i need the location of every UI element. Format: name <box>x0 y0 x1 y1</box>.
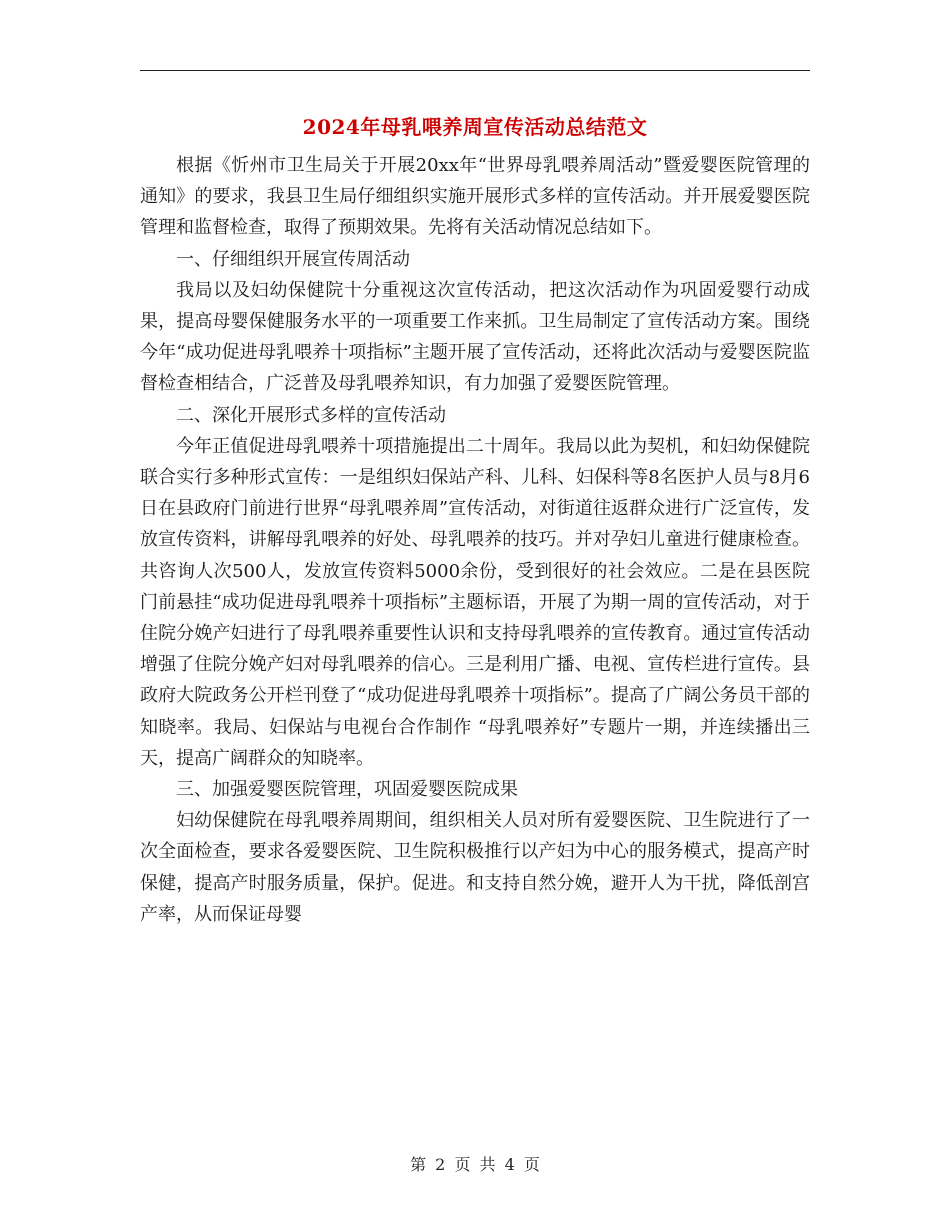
section-heading-1: 一、仔细组织开展宣传周活动 <box>176 248 410 270</box>
section-paragraph-2: 今年正值促进母乳喂养十项措施提出二十周年。我局以此为契机，和妇幼保健院联合实行多种形式宣传：一是组织妇保站产科、儿科、妇保科等8名医护人员与8月6日在县政府门前进行世界“母乳喂养周”宣传活动，对街道往返群众进行广泛宣传，发放宣传资料，讲解母乳喂养的好处、母乳喂养的技巧。并对孕妇儿童进行健康检查。共咨询人次500人，发放宣传资料5000余份，受到很好的社会效应。二是在县医院门前悬挂“成功促进母乳喂养十项指标”主题标语，开展了为期一周的宣传活动，对于住院分娩产妇进行了母乳喂养重要性认识和支持母乳喂养的宣传教育。通过宣传活动增强了住院分娩产妇对母乳喂养的信心。三是利用广播、电视、宣传栏进行宣传。县政府大院政务公开栏刊登了“成功促进母乳喂养十项指标”。提高了广阔公务员干部的知晓率。我局、妇保站与电视台合作制作 “母乳喂养好”专题片一期，并连续播出三天，提高广阔群众的知晓率。 <box>140 435 810 769</box>
document-title: 2024年母乳喂养周宣传活动总结范文 <box>302 115 648 139</box>
header-rule <box>140 70 810 71</box>
section-paragraph-1: 我局以及妇幼保健院十分重视这次宣传活动，把这次活动作为巩固爱婴行动成果，提高母婴保健服务水平的一项重要工作来抓。卫生局制定了宣传活动方案。围绕今年“成功促进母乳喂养十项指标”主题开展了宣传活动，还将此次活动与爱婴医院监督检查相结合，广泛普及母乳喂养知识，有力加强了爱婴医院管理。 <box>140 279 810 395</box>
document-body <box>140 150 810 930</box>
section-heading-3: 三、加强爱婴医院管理，巩固爱婴医院成果 <box>176 779 518 801</box>
section-paragraph-3: 妇幼保健院在母乳喂养周期间，组织相关人员对所有爱婴医院、卫生院进行了一次全面检查，要求各爱婴医院、卫生院积极推行以产妇为中心的服务模式，提高产时保健，提高产时服务质量，保护。促进。和支持自然分娩，避开人为干扰，降低剖宫产率，从而保证母婴 <box>140 810 810 925</box>
page-number-footer: 第 2 页 共 4 页 <box>410 1155 540 1174</box>
section-heading-2: 二、深化开展形式多样的宣传活动 <box>176 404 446 426</box>
intro-paragraph: 根据《忻州市卫生局关于开展20xx年“世界母乳喂养周活动”暨爱婴医院管理的通知》的要求，我县卫生局仔细组织实施开展形式多样的宣传活动。并开展爱婴医院管理和监督检查，取得了预期效果。先将有关活动情况总结如下。 <box>140 155 810 239</box>
